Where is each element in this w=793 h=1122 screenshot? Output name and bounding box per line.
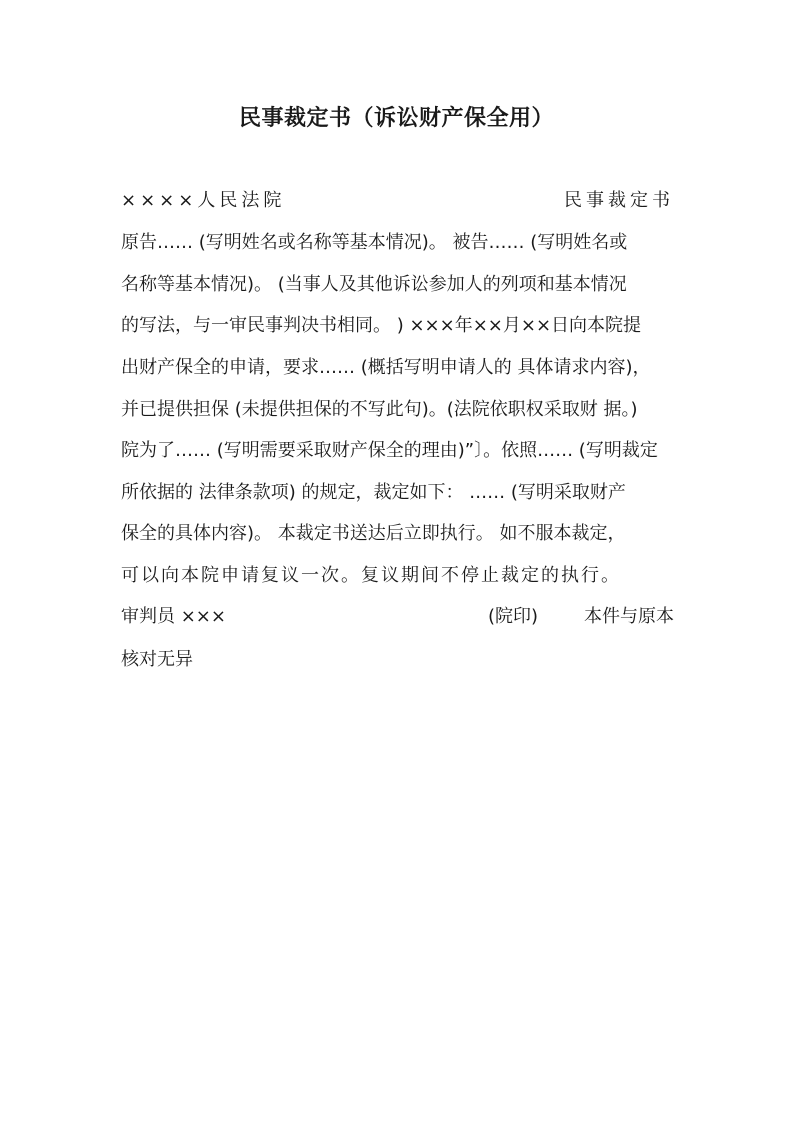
body-line: 并已提供担保 (未提供担保的不写此句)。(法院依职权采取财 据。) (121, 399, 638, 420)
copy-verification-note: 本件与原本 (584, 606, 674, 627)
body-line: 名称等基本情况)。 (当事人及其他诉讼参加人的列项和基本情况 (121, 274, 627, 295)
body-line: 院为了…… (写明需要采取财产保全的理由)”〕。依照…… (写明裁定 (121, 440, 658, 461)
signature-row (121, 602, 674, 632)
document-title: 民事裁定书（诉讼财产保全用） (238, 106, 554, 131)
body-line: 保全的具体内容)。 本裁定书送达后立即执行。 如不服本裁定， (121, 523, 626, 544)
verification-line: 核对无异 (121, 649, 193, 670)
court-seal: (院印) (488, 606, 539, 627)
doc-type-label: 民事裁定书 (564, 190, 674, 211)
body-line: 出财产保全的申请，要求…… (概括写明申请人的 具体请求内容)， (121, 357, 651, 378)
body-line: 原告…… (写明姓名或名称等基本情况)。 被告…… (写明姓名或 (121, 232, 628, 253)
body-line: 的写法，与一审民事判决书相同。 ) ×××年××月××日向本院提 (121, 315, 642, 336)
court-name: ××××人民法院 (121, 190, 286, 211)
judge-signature: 审判员 ××× (121, 606, 226, 627)
body-line: 可以向本院申请复议一次。复议期间不停止裁定的执行。 (121, 565, 621, 586)
body-line: 所依据的 法律条款项) 的规定，裁定如下： …… (写明采取财产 (121, 482, 626, 503)
header-row (121, 186, 674, 216)
